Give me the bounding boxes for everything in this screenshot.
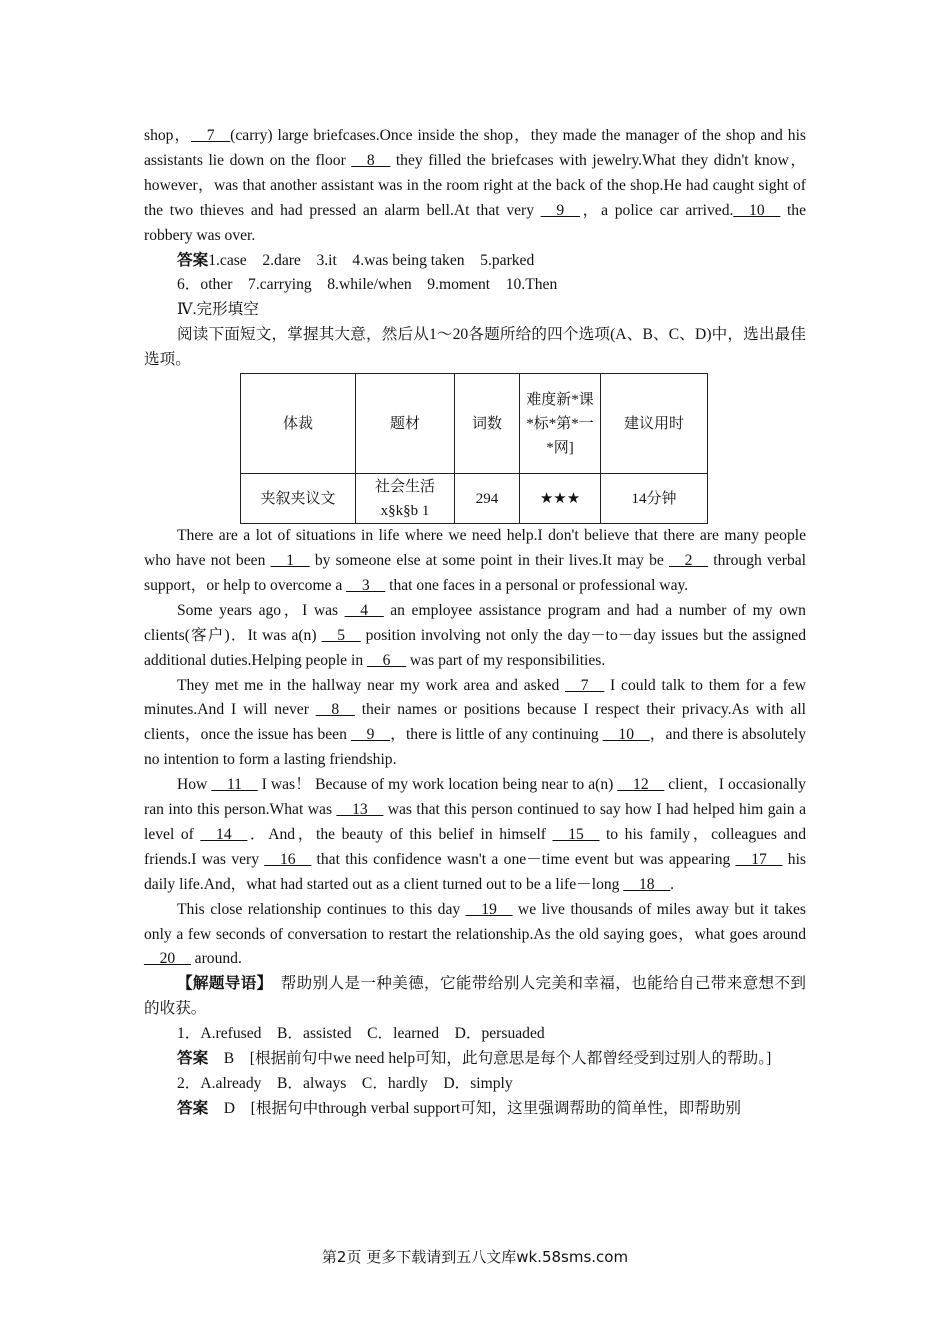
text-run: his daily life.And，what had started out as a client turned out to be a life－long [144,850,806,893]
page-content [144,124,806,1122]
text-run: They met me in the hallway near my work area and asked [177,676,566,694]
blank-18: __18__ [623,875,671,893]
passage-info-table [240,373,708,524]
answer-line-1 [144,249,806,274]
table-cell: 建议用时 [601,374,708,474]
blank-7: __7__ [565,676,605,694]
answer-label: 答案 [177,251,209,269]
text-run: that this confidence wasn't a one－time event but was appearing [311,850,736,868]
text-run: we live thousands of miles away but it takes only a few seconds of conversation to restart the relationship.As the old saying goes，what goes around [144,900,806,943]
table-cell: 14分钟 [601,474,708,524]
text-run: How [177,776,212,794]
answer-label: 答案 [177,1050,209,1068]
answer-2 [144,1097,806,1122]
section-heading: Ⅳ.完形填空 [177,301,259,319]
blank-14: __14__ [200,825,248,843]
text-run: their names or positions because I respect their privacy.As with all clients，once the issue has been [144,701,806,744]
passage-paragraph-2 [144,599,806,674]
passage-paragraph-1 [144,524,806,599]
passage-paragraph-4 [144,773,806,898]
blank-7: __7__ [191,127,231,144]
answer-1 [144,1047,806,1072]
blank-15: __15__ [552,825,600,843]
blank-9: __9__ [351,726,390,744]
answer-text: B [根据前句中we need help可知，此句意思是每个人都曾经受到过别人的帮助。] [208,1050,772,1068]
blank-4: __4__ [344,601,384,619]
text-run: to his family，colleagues and friends.I was very [144,825,806,868]
text-run: Some years ago，I was [177,601,345,619]
text-run: client，I occasionally ran into this person.What was [144,776,806,819]
blank-10: __10__ [733,201,781,219]
table-cell: 难度新*课*标*第*一*网] [520,374,601,474]
text-run: an employee assistance program and had a number of my own clients(客户)．It was a(n) [144,601,806,644]
table-cell: 词数 [455,374,520,474]
text-run: . [670,875,675,893]
table-cell: 夹叙夹议文 [241,474,356,524]
answer-line-2: 6．other 7.carrying 8.while/when 9.moment 10.Then [177,276,558,294]
blank-11: __11__ [211,776,258,794]
passage-paragraph-5 [144,898,806,973]
blank-17: __17__ [735,850,783,868]
table-cell: 社会生活x§k§b 1 [356,474,455,524]
table-cell: 294 [455,474,520,524]
blank-5: __5__ [321,626,361,644]
guide-paragraph [144,972,806,1022]
text-run: ，a police car arrived. [579,201,734,219]
table-header-row [241,374,708,474]
text-run: This close relationship continues to this day [177,900,466,918]
blank-8: __8__ [315,701,355,719]
table-cell: 体裁 [241,374,356,474]
question-1: 1．A.refused B．assisted C．learned D．persuaded [177,1025,545,1043]
text-run: (carry) large briefcases.Once inside the shop，they made the manager of the shop and his assistants lie down on the floor [144,127,806,169]
text-run: that one faces in a personal or professional way. [385,576,689,594]
blank-19: __19__ [465,900,513,918]
blank-12: __12__ [617,776,665,794]
passage-paragraph-continued [144,124,806,249]
answer-label: 答案 [177,1099,209,1117]
blank-8: __8__ [351,151,391,169]
text-run: shop， [144,127,192,144]
text-run: ，there is little of any continuing [389,726,603,744]
guide-label: 【解题导语】 [177,975,265,993]
text-run: ，and there is absolutely no intention to form a lasting friendship. [144,726,806,769]
table-cell: 题材 [356,374,455,474]
blank-9: __9__ [540,201,580,219]
text-run: through verbal support，or help to overcome a [144,551,807,594]
text-run: around. [190,950,242,968]
blank-2: __2__ [669,551,709,569]
blank-3: __3__ [346,576,386,594]
table-row [241,474,708,524]
text-run: I could talk to them for a few minutes.And I will never [144,676,806,719]
blank-1: __1__ [270,551,310,569]
text-run: There are a lot of situations in life where we need help.I don't believe that there are many people who have not been [144,527,806,569]
blank-16: __16__ [264,850,312,868]
page-footer: 第2页 更多下载请到五八文库wk.58sms.com [321,1248,629,1266]
blank-13: __13__ [336,801,384,819]
text-run: position involving not only the day－to－day issues but the assigned additional duties.Helping people in [144,626,806,669]
text-run: was that this person continued to say how I had helped him gain a level of [144,801,806,843]
blank-6: __6__ [367,651,407,669]
passage-paragraph-3 [144,674,806,774]
question-2: 2．A.already B．always C．hardly D．simply [177,1075,513,1092]
text-run: the robbery was over. [144,201,806,244]
guide-text: 帮助别人是一种美德，它能带给别人完美和幸福，也能给自己带来意想不到的收获。 [144,975,806,1018]
text-run: was part of my responsibilities. [406,651,606,669]
blank-10: __10__ [602,726,650,744]
text-run: by someone else at some point in their lives.It may be [309,551,670,569]
answer-text: 1.case 2.dare 3.it 4.was being taken 5.parked [208,251,535,269]
table-cell: ★★★ [520,474,601,524]
text-run: they filled the briefcases with jewelry.What they didn't know，however，was that another assistant was in the room right at the back of the shop.He had caught sight of the two thieves and had pressed an alarm bell.At that very [144,151,807,219]
answer-text: D [根据句中through verbal support可知，这里强调帮助的简单性，即帮助别 [208,1099,741,1117]
blank-20: __20__ [144,950,191,968]
instruction: 阅读下面短文，掌握其大意，然后从1～20各题所给的四个选项(A、B、C、D)中，选出最佳选项。 [144,326,806,369]
text-run: I was！ Because of my work location being near to a(n) [257,776,618,794]
text-run: ．And，the beauty of this belief in himself [247,825,553,843]
